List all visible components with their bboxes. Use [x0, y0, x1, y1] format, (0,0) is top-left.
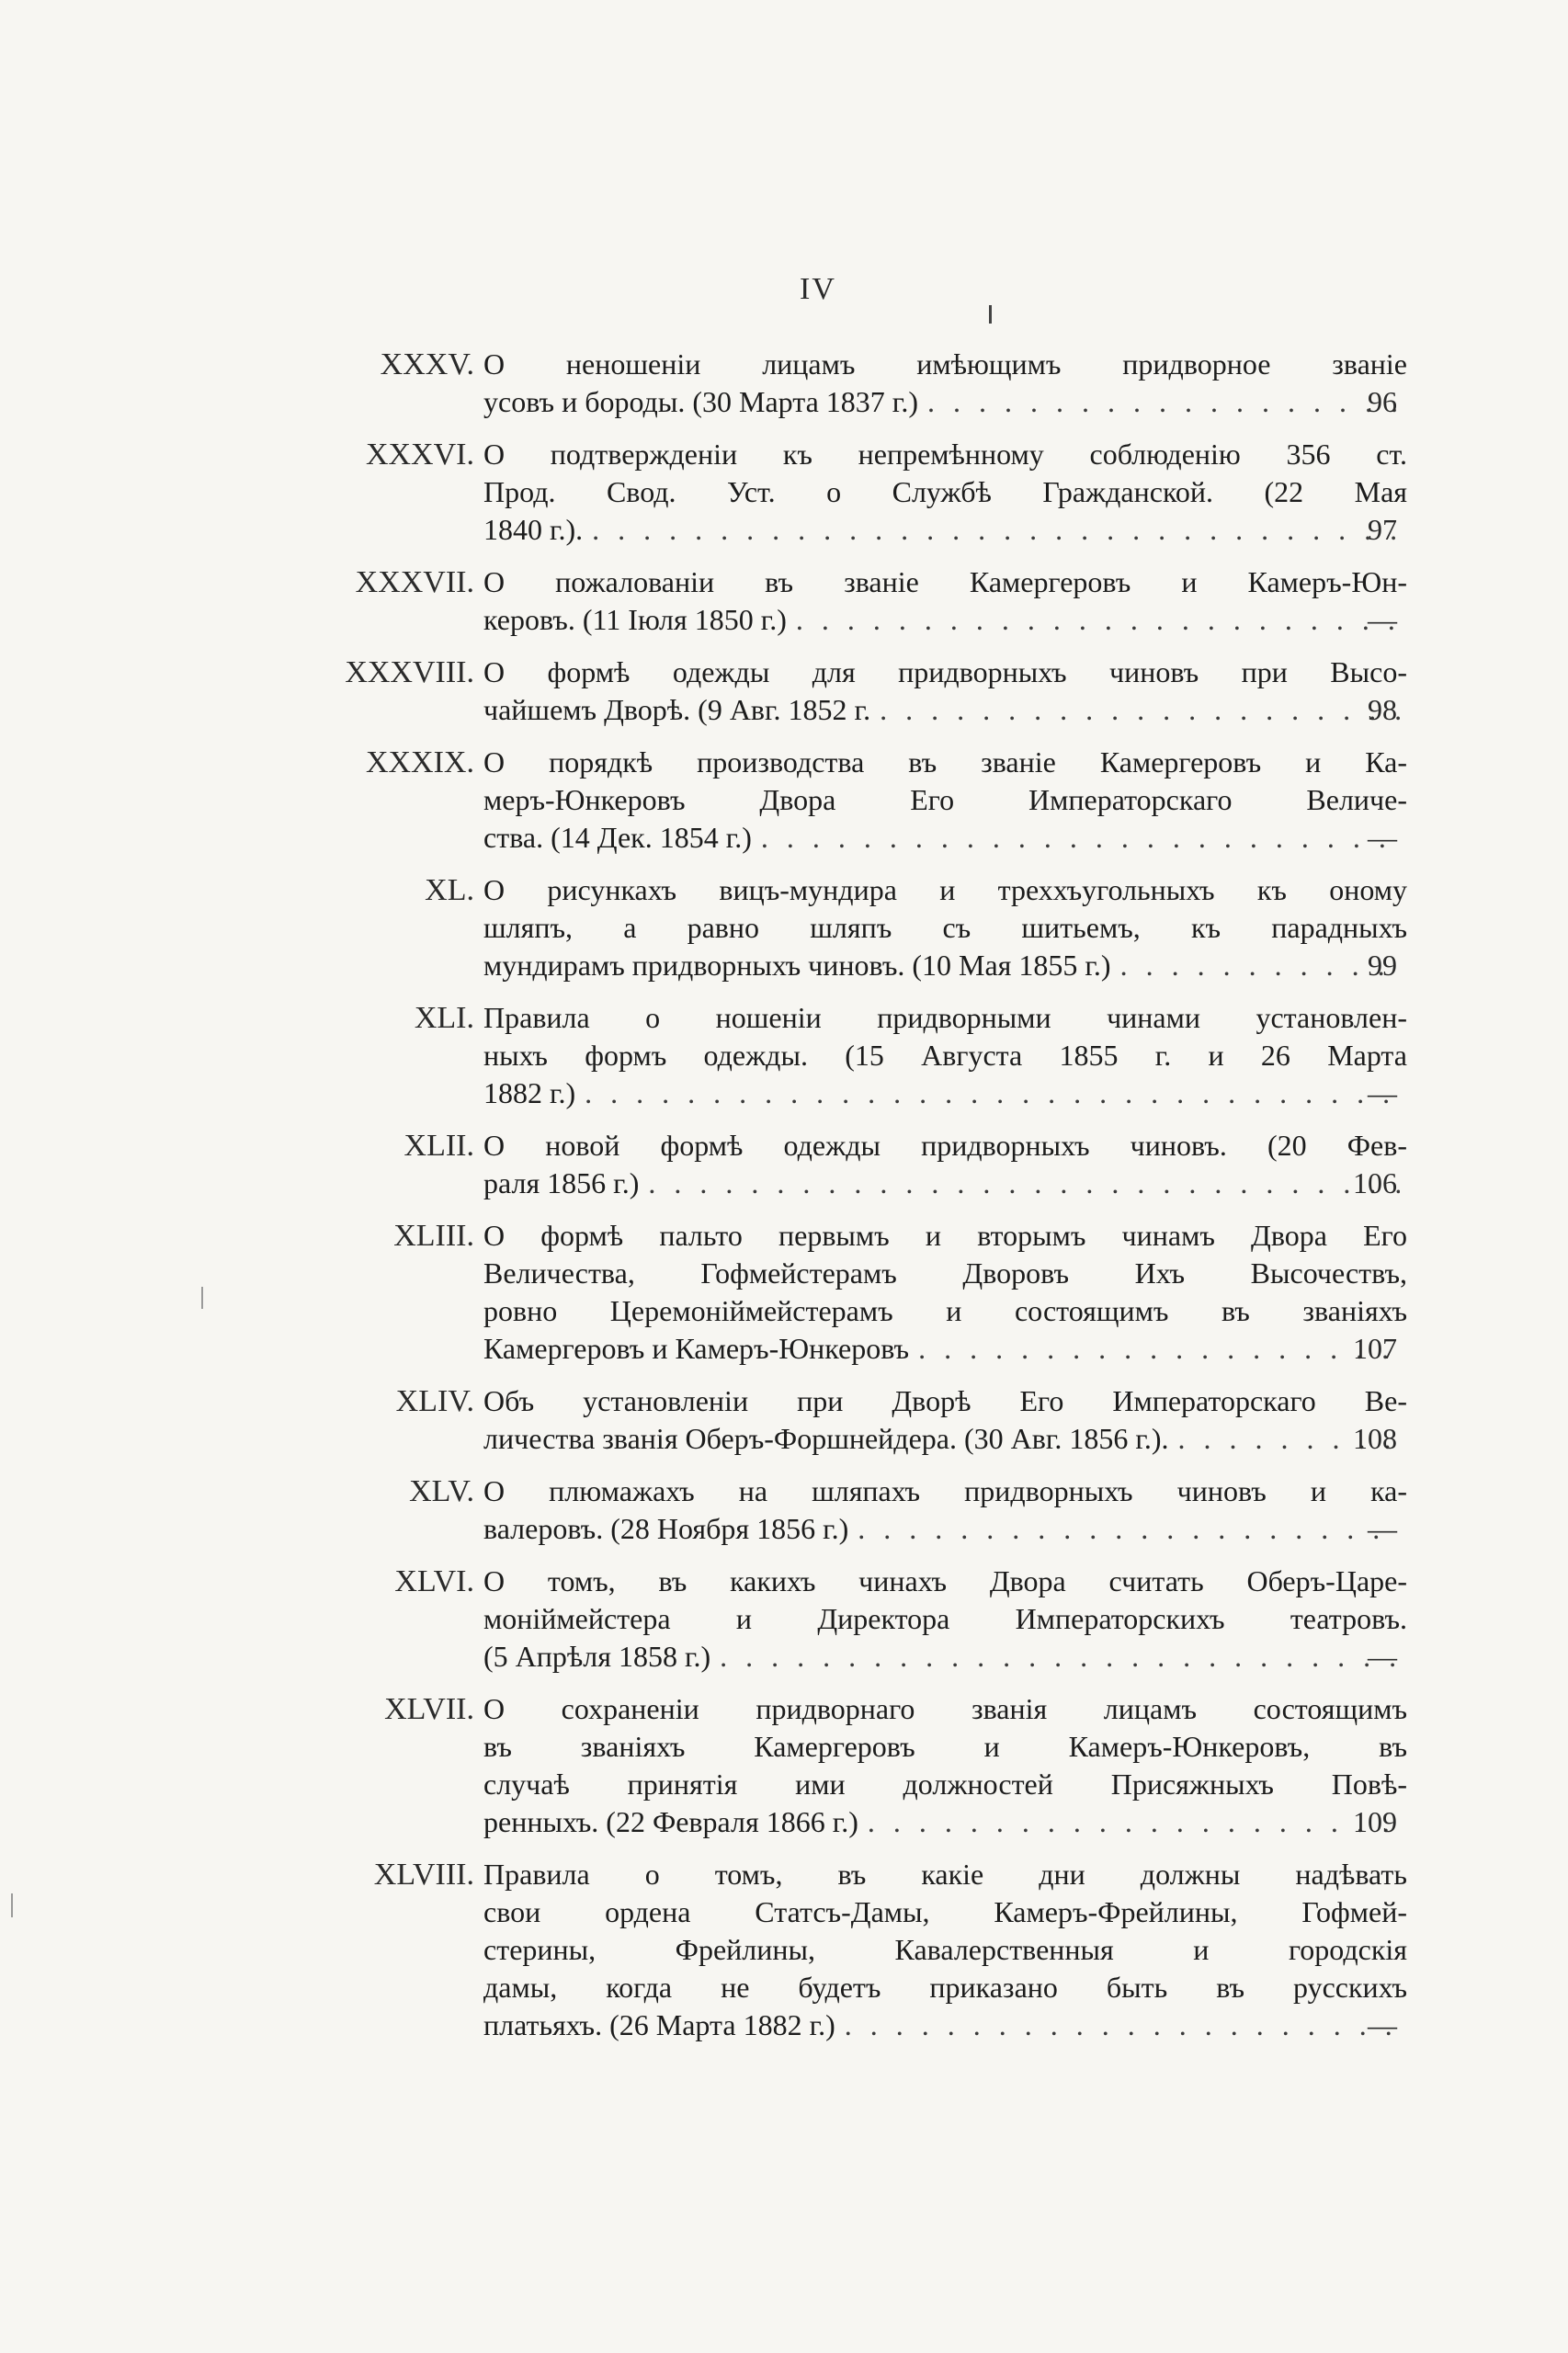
entry-number: XL.	[425, 873, 474, 907]
entry-text	[483, 563, 1407, 639]
entry-line: ровно Церемоніймейстерамъ и состоящимъ въ званіяхъ	[483, 1294, 1407, 1327]
entry-line-text: ренныхъ. (22 Февраля 1866 г.)	[483, 1805, 858, 1838]
entry-line	[483, 2006, 1407, 2044]
entry-line: О новой формѣ одежды придворныхъ чиновъ. (20 Фев-	[483, 1129, 1407, 1162]
entry-text	[483, 871, 1407, 984]
page-reference: —	[1368, 2008, 1397, 2041]
entry-number: XXXV.	[380, 347, 474, 381]
entry-line: О формѣ пальто первымъ и вторымъ чинамъ Двора Его	[483, 1219, 1407, 1252]
entry-text	[483, 1856, 1407, 2044]
page-reference: —	[1368, 1512, 1397, 1545]
toc-entry	[0, 1127, 1568, 1202]
entry-text	[483, 1217, 1407, 1368]
leader-dots	[918, 1330, 1400, 1368]
entry-line	[483, 1165, 1407, 1202]
entry-line-text: керовъ. (11 Іюля 1850 г.)	[483, 603, 787, 636]
entry-line: моніймейстера и Директора Императорскихъ театровъ.	[483, 1602, 1407, 1635]
entry-text	[483, 1563, 1407, 1676]
leader-dots	[648, 1165, 1400, 1202]
entry-line-text: валеровъ. (28 Ноября 1856 г.)	[483, 1512, 849, 1545]
toc-entry	[0, 1563, 1568, 1676]
entry-text	[483, 436, 1407, 549]
entry-line: въ званіяхъ Камергеровъ и Камеръ-Юнкеровъ, въ	[483, 1730, 1407, 1763]
entry-text	[483, 744, 1407, 857]
entry-line	[483, 1638, 1407, 1676]
entry-line-text: 1840 г.).	[483, 513, 584, 546]
entry-line-text: ства. (14 Дек. 1854 г.)	[483, 821, 752, 854]
entry-line: О рисункахъ вицъ-мундира и треххъугольныхъ къ оному	[483, 873, 1407, 906]
page-reference: —	[1368, 603, 1397, 636]
page-reference: —	[1368, 1640, 1397, 1673]
entry-number: XLVIII.	[373, 1858, 474, 1892]
entry-line-text: мундирамъ придворныхъ чиновъ. (10 Мая 1855 г.)	[483, 949, 1111, 982]
entry-number: XXXVI.	[365, 438, 474, 472]
toc-entry	[0, 1217, 1568, 1368]
page-reference: 107	[1353, 1332, 1397, 1365]
entry-line: О формѣ одежды для придворныхъ чиновъ при Высо-	[483, 655, 1407, 688]
entry-number: XXXIX.	[365, 745, 474, 779]
entry-line	[483, 511, 1407, 549]
entry-number: XXXVIII.	[345, 655, 474, 689]
toc-entry	[0, 436, 1568, 549]
entry-line	[483, 1803, 1407, 1841]
page-reference: —	[1368, 1076, 1397, 1109]
entry-line-text: чайшемъ Дворѣ. (9 Авг. 1852 г.	[483, 693, 871, 726]
entry-number: XLII.	[403, 1129, 474, 1163]
toc-entry	[0, 999, 1568, 1112]
entry-line	[483, 1510, 1407, 1548]
entry-text	[483, 654, 1407, 729]
entry-line	[483, 601, 1407, 639]
toc-entry	[0, 871, 1568, 984]
entry-line-text: (5 Апрѣля 1858 г.)	[483, 1640, 711, 1673]
entry-line-text: личества званія Оберъ-Форшнейдера. (30 Авг. 1856 г.).	[483, 1422, 1169, 1455]
page-reference: 99	[1368, 949, 1397, 982]
entry-line: О подтвержденіи къ непремѣнному соблюденію 356 ст.	[483, 438, 1407, 471]
entry-line: О порядкѣ производства въ званіе Камергеровъ и Ка-	[483, 745, 1407, 779]
entry-line: Объ установленіи при Дворѣ Его Императорскаго Ве-	[483, 1384, 1407, 1417]
leader-dots	[761, 819, 1400, 857]
toc-entry	[0, 1472, 1568, 1548]
entry-line: свои ордена Статсъ-Дамы, Камеръ-Фрейлины, Гофмей-	[483, 1895, 1407, 1928]
entry-text	[483, 1127, 1407, 1202]
entry-line: О сохраненіи придворнаго званія лицамъ состоящимъ	[483, 1692, 1407, 1725]
entry-number: XXXVII.	[355, 565, 474, 599]
page-reference: 97	[1368, 513, 1397, 546]
leader-dots	[592, 511, 1400, 549]
entry-text	[483, 346, 1407, 421]
entry-text	[483, 1690, 1407, 1841]
leader-dots	[880, 691, 1400, 729]
toc-entry	[0, 563, 1568, 639]
entry-line	[483, 691, 1407, 729]
entry-line: шляпъ, а равно шляпъ съ шитьемъ, къ парадныхъ	[483, 911, 1407, 944]
entry-number: XLI.	[414, 1001, 474, 1035]
entry-line: дамы, когда не будетъ приказано быть въ русскихъ	[483, 1971, 1407, 2004]
toc-entry	[0, 1690, 1568, 1841]
toc-entry	[0, 744, 1568, 857]
toc-entry	[0, 1856, 1568, 2044]
entry-line: стерины, Фрейлины, Кавалерственныя и городскія	[483, 1933, 1407, 1966]
entry-line-text: 1882 г.)	[483, 1076, 576, 1109]
entry-line-text: усовъ и бороды. (30 Марта 1837 г.)	[483, 385, 918, 418]
page-reference: 106	[1353, 1166, 1397, 1199]
table-of-contents	[0, 346, 1568, 2059]
entry-line: Прод. Свод. Уст. о Службѣ Гражданской. (22 Мая	[483, 475, 1407, 508]
entry-number: XLIV.	[395, 1384, 474, 1418]
entry-line: О томъ, въ какихъ чинахъ Двора считать Оберъ-Царе-	[483, 1564, 1407, 1597]
page-number: IV	[800, 272, 836, 306]
entry-line: меръ-Юнкеровъ Двора Его Императорскаго Величе-	[483, 783, 1407, 816]
entry-line	[483, 1074, 1407, 1112]
leader-dots	[720, 1638, 1400, 1676]
entry-line: Правила о томъ, въ какіе дни должны надѣвать	[483, 1858, 1407, 1891]
entry-line: О плюмажахъ на шляпахъ придворныхъ чиновъ и ка-	[483, 1474, 1407, 1507]
page-reference: —	[1368, 821, 1397, 854]
entry-text	[483, 1382, 1407, 1458]
entry-line: Правила о ношеніи придворными чинами установлен-	[483, 1001, 1407, 1034]
page-reference: 108	[1353, 1422, 1397, 1455]
leader-dots	[927, 383, 1400, 421]
entry-text	[483, 1472, 1407, 1548]
entry-line: О неношеніи лицамъ имѣющимъ придворное званіе	[483, 347, 1407, 381]
entry-line	[483, 1420, 1407, 1458]
entry-line: Величества, Гофмейстерамъ Дворовъ Ихъ Высочествъ,	[483, 1256, 1407, 1290]
entry-line-text: раля 1856 г.)	[483, 1166, 640, 1199]
entry-line: случаѣ принятія ими должностей Присяжныхъ Повѣ-	[483, 1768, 1407, 1801]
entry-line	[483, 819, 1407, 857]
entry-line: ныхъ формъ одежды. (15 Августа 1855 г. и 26 Марта	[483, 1039, 1407, 1072]
ink-mark	[989, 305, 992, 324]
entry-line	[483, 383, 1407, 421]
entry-line-text: платьяхъ. (26 Марта 1882 г.)	[483, 2008, 835, 2041]
leader-dots	[868, 1803, 1400, 1841]
entry-number: XLV.	[409, 1474, 474, 1508]
leader-dots	[845, 2006, 1400, 2044]
toc-entry	[0, 1382, 1568, 1458]
entry-line: О пожалованіи въ званіе Камергеровъ и Камеръ-Юн-	[483, 565, 1407, 598]
entry-number: XLVII.	[384, 1692, 474, 1726]
entry-text	[483, 999, 1407, 1112]
page-reference: 96	[1368, 385, 1397, 418]
entry-line-text: Камергеровъ и Камеръ-Юнкеровъ	[483, 1332, 910, 1365]
toc-entry	[0, 654, 1568, 729]
leader-dots	[858, 1510, 1400, 1548]
entry-line	[483, 947, 1407, 984]
entry-number: XLVI.	[394, 1564, 474, 1598]
page-reference: 98	[1368, 693, 1397, 726]
entry-number: XLIII.	[393, 1219, 474, 1253]
page-reference: 109	[1353, 1805, 1397, 1838]
entry-line	[483, 1330, 1407, 1368]
toc-entry	[0, 346, 1568, 421]
leader-dots	[796, 601, 1400, 639]
leader-dots	[585, 1074, 1400, 1112]
